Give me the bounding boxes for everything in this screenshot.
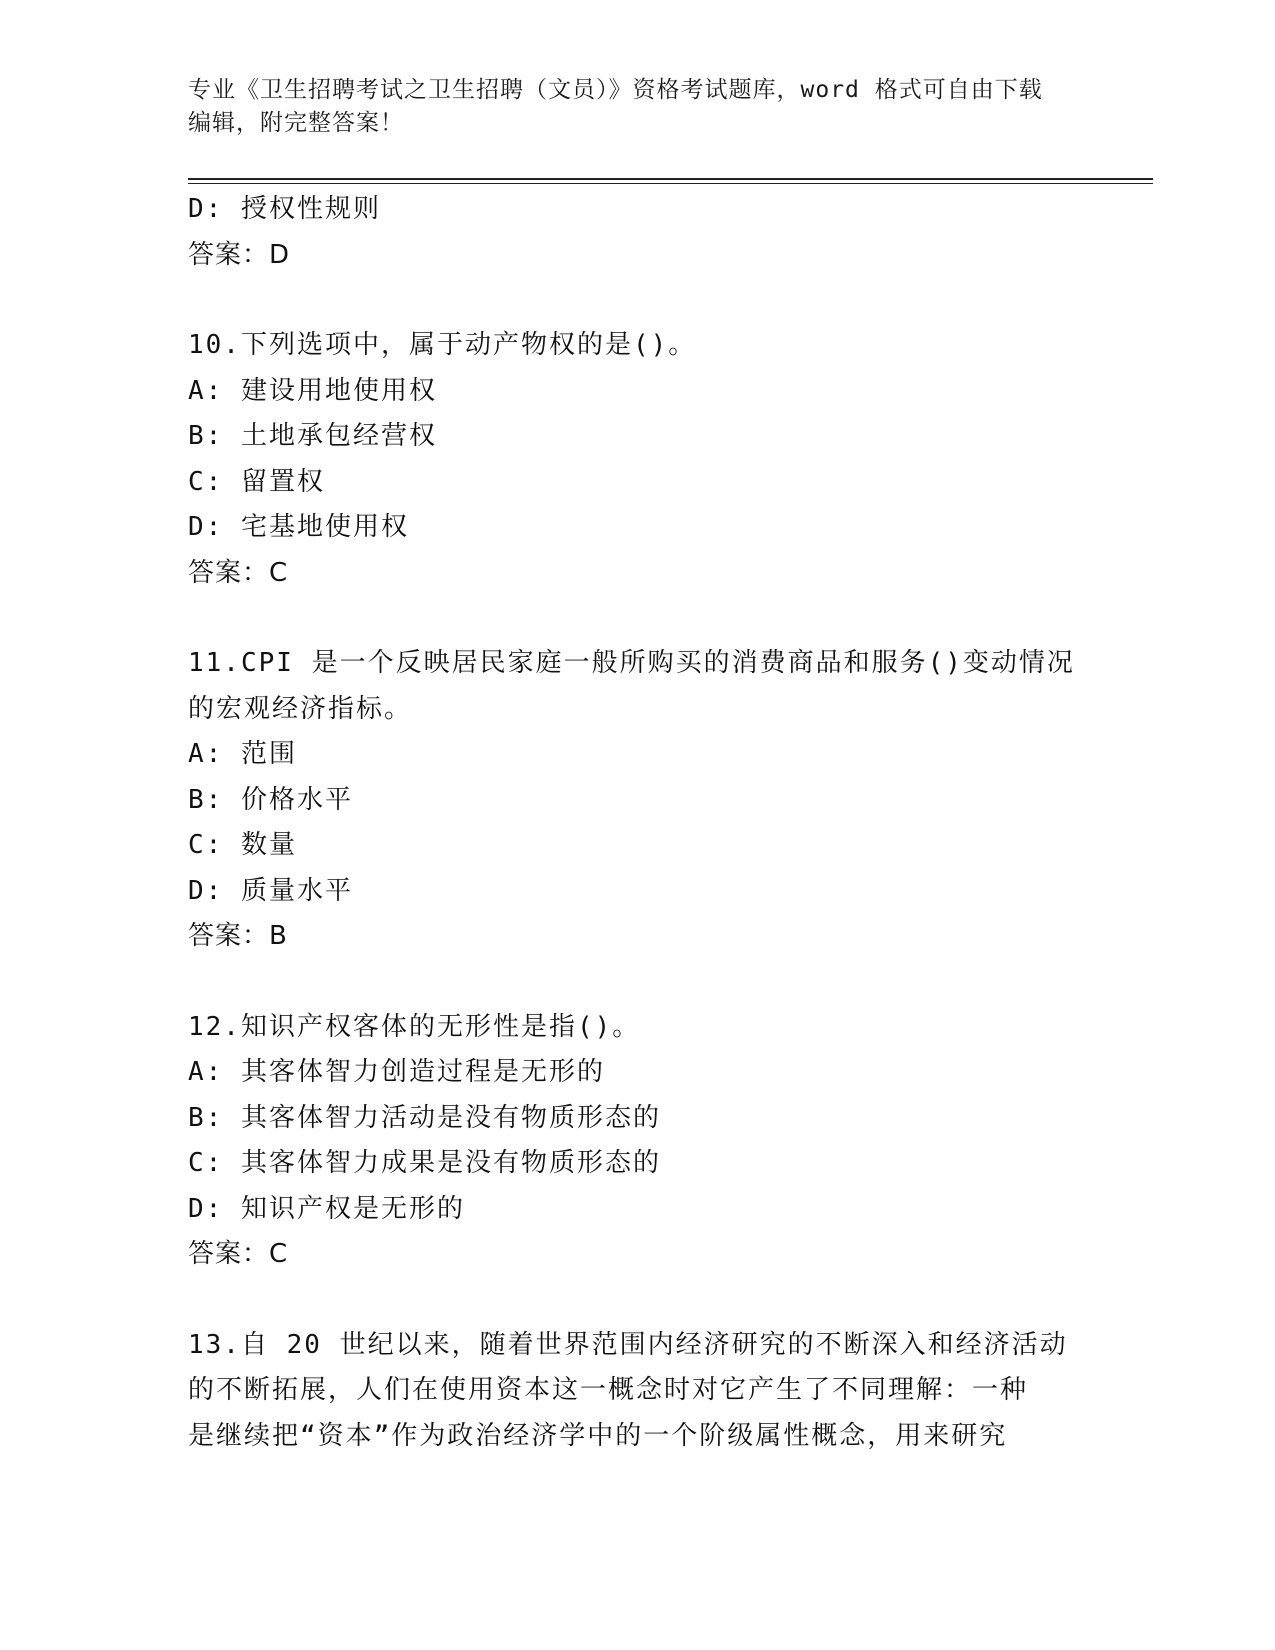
question-13 [188,1323,1068,1460]
q9-option-d: D: 授权性规则 [188,194,381,224]
document-body [188,187,1075,1459]
q11-option-b: B: 价格水平 [188,784,353,815]
question-12 [188,1005,1068,1278]
q13-stem-line-1: 13.自 20 世纪以来，随着世界范围内经济研究的不断深入和经济活动 [188,1329,1068,1360]
header-line-1: 专业《卫生招聘考试之卫生招聘（文员）》资格考试题库，word 格式可自由下载 [188,77,1043,103]
question-11 [188,641,1075,960]
q11-stem-line-1: 11.CPI 是一个反映居民家庭一般所购买的消费商品和服务()变动情况 [188,648,1075,678]
q11-option-d: D: 质量水平 [188,875,353,906]
q10-stem: 10.下列选项中，属于动产物权的是()。 [188,330,697,360]
q13-stem-line-3: 是继续把“资本”作为政治经济学中的一个阶级属性概念，用来研究 [188,1420,1008,1451]
q10-option-d: D: 宅基地使用权 [188,512,409,542]
q10-option-a: A: 建设用地使用权 [188,375,437,406]
question-9-tail [188,187,1068,278]
q12-option-a: A: 其客体智力创造过程是无形的 [188,1057,605,1087]
q12-option-c: C: 其客体智力成果是没有物质形态的 [188,1148,661,1178]
question-10 [188,323,1068,596]
q10-option-c: C: 留置权 [188,466,325,497]
q13-stem-line-2: 的不断拓展，人们在使用资本这一概念时对它产生了不同理解：一种 [188,1375,1029,1405]
q12-option-d: D: 知识产权是无形的 [188,1193,465,1224]
q11-option-a: A: 范围 [188,739,297,769]
q12-stem: 12.知识产权客体的无形性是指()。 [188,1011,641,1042]
q12-option-b: B: 其客体智力活动是没有物质形态的 [188,1102,661,1133]
q11-stem-line-2: 的宏观经济指标。 [188,693,413,724]
q9-answer: 答案：D [188,239,291,270]
q10-answer: 答案：C [188,557,289,588]
q11-option-c: C: 数量 [188,830,297,860]
q12-answer: 答案：C [188,1239,289,1269]
header-line-2: 编辑，附完整答案！ [188,110,404,136]
page-header [188,74,1068,140]
q11-answer: 答案：B [188,921,288,951]
header-divider [188,178,1153,184]
q10-option-b: B: 土地承包经营权 [188,421,437,451]
